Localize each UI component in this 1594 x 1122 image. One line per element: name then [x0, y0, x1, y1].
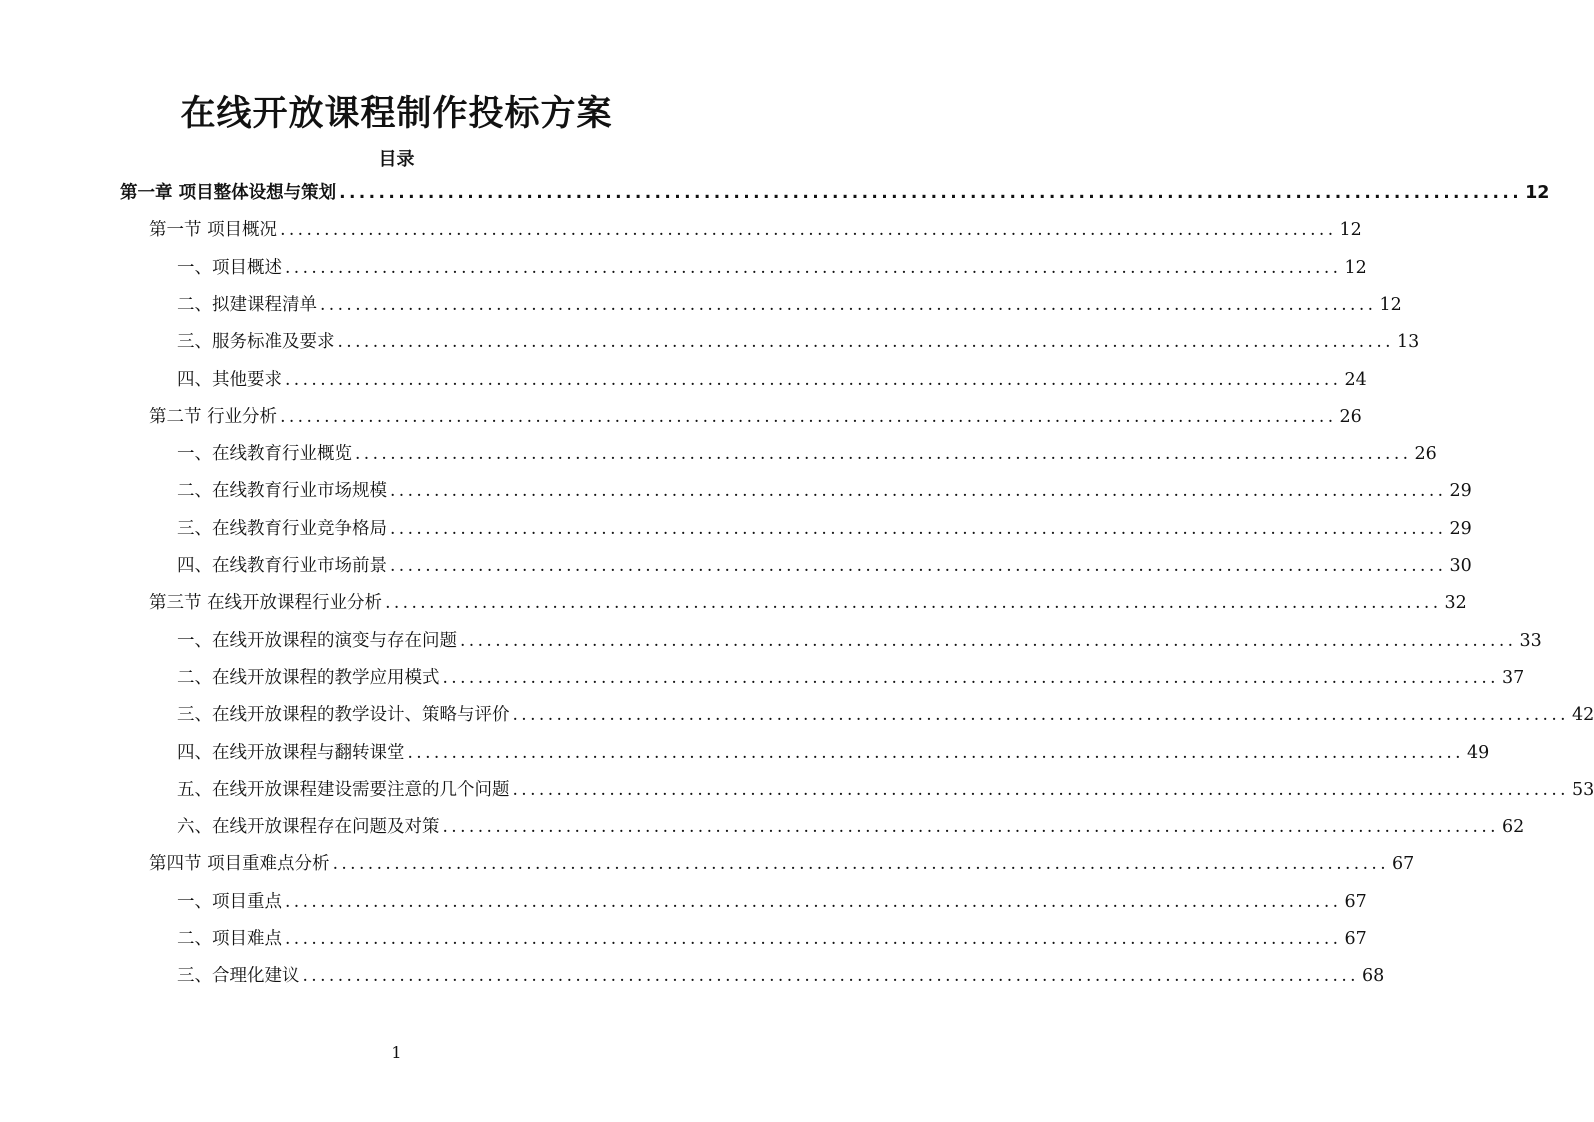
toc-leader-dots: ........................................................................................................................: [280, 220, 1337, 241]
toc-heading: 目录: [378, 149, 415, 170]
toc-entry-label: 三、在线开放课程的教学设计、策略与评价: [177, 705, 510, 726]
toc-entry[interactable]: [177, 517, 1472, 541]
toc-entry[interactable]: [177, 368, 1367, 392]
toc-leader-dots: ........................................................................................................................: [280, 406, 1337, 427]
toc-entry-label: 一、项目重点: [177, 891, 282, 912]
toc-leader-dots: ........................................................................................................................: [285, 891, 1342, 912]
toc-leader-dots: ........................................................................................................................: [337, 332, 1394, 353]
toc-entry-page: 26: [1414, 444, 1437, 465]
toc-leader-dots: ........................................................................................................................: [285, 929, 1342, 949]
toc-leader-dots: ........................................................................................................................: [512, 779, 1569, 800]
toc-entry-label: 三、服务标准及要求: [177, 332, 335, 353]
toc-entry-label: 第三节 在线开放课程行业分析: [149, 593, 383, 614]
toc-entry-label: 一、项目概述: [177, 257, 282, 278]
toc-entry-page: 29: [1449, 481, 1472, 502]
page-number: 1: [391, 1043, 402, 1062]
toc-leader-dots: ........................................................................................................................: [339, 183, 1523, 203]
toc-entry-page: 32: [1444, 593, 1467, 614]
toc-entry-page: 12: [1339, 220, 1362, 241]
toc-entry[interactable]: [177, 703, 1594, 727]
toc-entry-label: 一、在线开放课程的演变与存在问题: [177, 630, 457, 651]
toc-entry-page: 53: [1571, 779, 1594, 800]
toc-leader-dots: ........................................................................................................................: [285, 257, 1342, 278]
toc-entry[interactable]: [149, 218, 1362, 242]
toc-entry[interactable]: [177, 927, 1367, 951]
toc-entry-label: 四、其他要求: [177, 369, 282, 390]
toc-leader-dots: ........................................................................................................................: [512, 705, 1569, 726]
toc-leader-dots: ........................................................................................................................: [302, 966, 1359, 987]
toc-leader-dots: ........................................................................................................................: [390, 518, 1447, 539]
toc-entry-page: 29: [1449, 518, 1472, 539]
toc-entry-page: 24: [1344, 369, 1367, 390]
toc-entry[interactable]: [177, 741, 1490, 765]
toc-entry-label: 五、在线开放课程建设需要注意的几个问题: [177, 779, 510, 800]
toc-leader-dots: ........................................................................................................................: [385, 593, 1442, 614]
toc-leader-dots: ........................................................................................................................: [442, 667, 1499, 688]
toc-entry-label: 三、在线教育行业竞争格局: [177, 518, 387, 539]
toc-entry[interactable]: [177, 890, 1367, 914]
toc-entry[interactable]: [177, 256, 1367, 280]
toc-entry-page: 12: [1379, 294, 1402, 315]
toc-entry-label: 一、在线教育行业概览: [177, 444, 352, 465]
toc-entry-page: 26: [1339, 406, 1362, 427]
toc-entry-label: 四、在线开放课程与翻转课堂: [177, 742, 405, 763]
toc-entry-label: 四、在线教育行业市场前景: [177, 556, 387, 576]
toc-entry-page: 12: [1344, 257, 1367, 278]
toc-leader-dots: ........................................................................................................................: [390, 481, 1447, 502]
toc-entry-page: 37: [1501, 667, 1525, 688]
toc-entry-page: 13: [1396, 332, 1420, 353]
toc-entry[interactable]: [177, 778, 1594, 802]
toc-entry[interactable]: [177, 479, 1472, 503]
toc-leader-dots: ........................................................................................................................: [320, 294, 1377, 315]
toc-entry[interactable]: [149, 405, 1362, 429]
toc-entry-page: 33: [1519, 630, 1542, 651]
toc-entry-page: 49: [1466, 742, 1490, 763]
toc-entry-page: 67: [1344, 891, 1367, 912]
toc-entry-label: 二、项目难点: [177, 929, 282, 949]
toc-entry-page: 68: [1361, 966, 1385, 987]
toc-entry[interactable]: [177, 293, 1402, 317]
toc-entry[interactable]: [149, 852, 1415, 876]
toc-entry-page: 12: [1525, 183, 1550, 203]
toc-entry[interactable]: [149, 591, 1467, 615]
toc-entry[interactable]: [177, 554, 1472, 578]
toc-entry-page: 67: [1392, 854, 1415, 875]
toc-entry-page: 62: [1501, 817, 1525, 838]
toc-entry-label: 二、拟建课程清单: [177, 294, 317, 315]
toc-entry-label: 第二节 行业分析: [149, 406, 278, 427]
toc-entry-page: 42: [1571, 705, 1594, 726]
toc-entry[interactable]: [177, 815, 1525, 839]
toc-entry-page: 67: [1344, 929, 1367, 949]
toc-leader-dots: ........................................................................................................................: [442, 817, 1499, 838]
toc-leader-dots: ........................................................................................................................: [355, 444, 1412, 465]
toc-entry[interactable]: [177, 330, 1420, 354]
toc-entry-label: 第一章 项目整体设想与策划: [120, 183, 337, 203]
toc-leader-dots: ........................................................................................................................: [332, 854, 1390, 875]
toc-leader-dots: ........................................................................................................................: [285, 369, 1342, 390]
toc-entry-label: 二、在线教育行业市场规模: [177, 481, 387, 502]
toc-entry-label: 六、在线开放课程存在问题及对策: [177, 817, 440, 838]
toc-entry[interactable]: [177, 442, 1437, 466]
toc-entry-label: 第一节 项目概况: [149, 220, 278, 241]
toc-entry[interactable]: [177, 964, 1385, 988]
toc-entry-page: 30: [1449, 556, 1472, 576]
toc-entry-label: 二、在线开放课程的教学应用模式: [177, 667, 440, 688]
toc-leader-dots: ........................................................................................................................: [390, 556, 1447, 576]
document-title: 在线开放课程制作投标方案: [180, 94, 613, 134]
toc-leader-dots: ........................................................................................................................: [407, 742, 1464, 763]
toc-entry[interactable]: [177, 629, 1542, 653]
toc-entry[interactable]: [177, 666, 1525, 690]
toc-entry-label: 三、合理化建议: [177, 966, 300, 987]
toc-entry[interactable]: [120, 181, 1550, 205]
toc-leader-dots: ........................................................................................................................: [460, 630, 1517, 651]
toc-entry-label: 第四节 项目重难点分析: [149, 854, 330, 875]
